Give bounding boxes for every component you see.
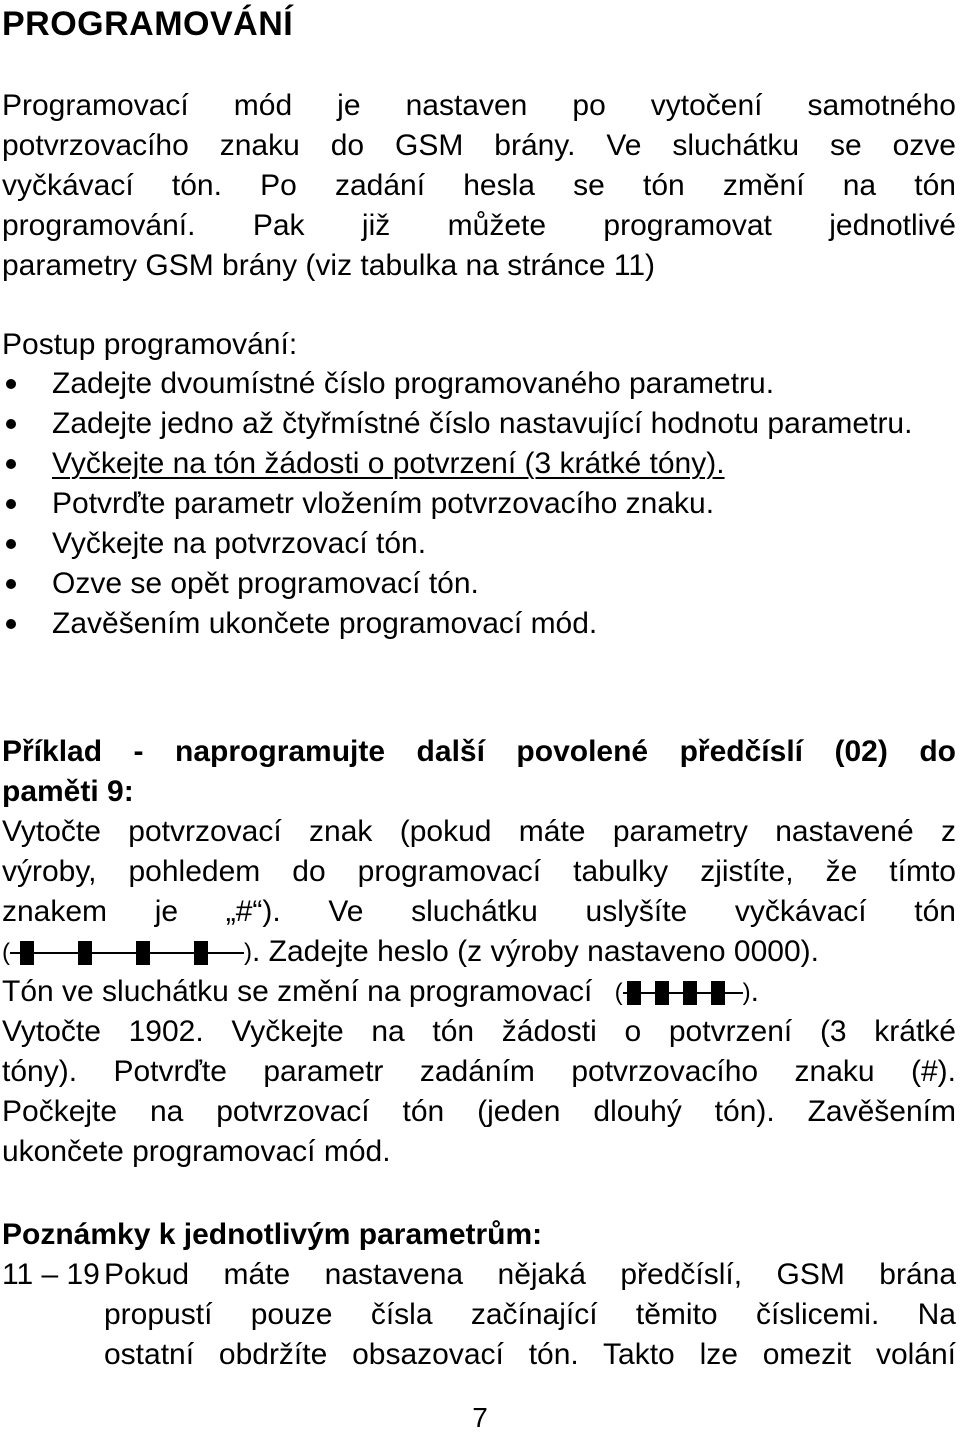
example-heading: paměti 9: — [2, 775, 134, 808]
programming-tone-symbol — [615, 978, 751, 1008]
note-line: propustí pouze čísla začínající těmito číslicemi. Na — [104, 1298, 956, 1331]
procedure-step-text: Vyčkejte na tón žádosti o potvrzení (3 krátké tóny). — [52, 447, 725, 480]
note-parameter-range: 11 – 19 — [2, 1258, 100, 1291]
tone-pulse — [655, 981, 669, 1005]
intro-line: Programovací mód je nastaven po vytočení samotného — [2, 89, 956, 122]
tone-line — [641, 992, 655, 994]
bullet-icon — [6, 459, 16, 469]
waiting-tone-symbol — [2, 938, 252, 968]
example-line: Počkejte na potvrzovací tón (jeden dlouhý tón). Zavěšením — [2, 1095, 956, 1128]
page-number: 7 — [472, 1402, 488, 1433]
notes-heading: Poznámky k jednotlivým parametrům: — [2, 1218, 543, 1251]
bullet-icon — [6, 539, 16, 549]
tone-pulse — [711, 981, 725, 1005]
note-line: Pokud máte nastavena nějaká předčíslí, GSM brána — [104, 1258, 956, 1291]
procedure-step-text: Potvrďte parametr vložením potvrzovacího znaku. — [52, 487, 715, 520]
example-text: Tón ve sluchátku se změní na programovací — [2, 975, 593, 1008]
intro-line: parametry GSM brány (viz tabulka na stránce 11) — [2, 249, 656, 282]
procedure-step — [0, 444, 940, 484]
page-title: PROGRAMOVÁNÍ — [2, 5, 294, 43]
procedure-step — [0, 484, 940, 524]
tone-line — [697, 992, 711, 994]
example-line: Vytočte potvrzovací znak (pokud máte parametry nastavené z — [2, 815, 956, 848]
procedure-step — [0, 604, 940, 644]
procedure-step-text: Ozve se opět programovací tón. — [52, 567, 479, 600]
procedure-step-text: Zadejte dvoumístné číslo programovaného parametru. — [52, 367, 775, 400]
example-line-with-tone — [2, 932, 956, 972]
example-line: tóny). Potvrďte parametr zadáním potvrzovacího znaku (#). — [2, 1055, 956, 1088]
procedure-step-text: Vyčkejte na potvrzovací tón. — [52, 527, 427, 560]
tone-line — [208, 952, 244, 954]
tone-pulse — [20, 941, 34, 965]
tone-pulse — [78, 941, 92, 965]
procedure-heading: Postup programování: — [2, 328, 298, 361]
procedure-step — [0, 364, 940, 404]
tone-pulse — [194, 941, 208, 965]
bullet-icon — [6, 499, 16, 509]
tone-pulse — [627, 981, 641, 1005]
notes-section — [2, 1215, 956, 1375]
example-text: . — [750, 975, 759, 1008]
procedure-step — [0, 564, 940, 604]
example-line-with-tone — [2, 972, 956, 1012]
bullet-icon — [6, 579, 16, 589]
tone-line — [34, 952, 78, 954]
example-text: . Zadejte heslo (z výroby nastaveno 0000). — [252, 935, 819, 968]
procedure-step — [0, 524, 940, 564]
example-heading: Příklad - naprogramujte další povolené předčíslí (02) do — [2, 735, 956, 768]
tone-pulse — [136, 941, 150, 965]
note-item — [2, 1255, 956, 1375]
tone-paren-open: ( — [2, 939, 10, 967]
bullet-icon — [6, 619, 16, 629]
bullet-icon — [6, 419, 16, 429]
intro-line: programování. Pak již můžete programovat jednotlivé — [2, 209, 956, 242]
intro-paragraph — [2, 86, 956, 286]
example-section — [2, 732, 956, 1172]
tone-paren-close: ) — [742, 979, 751, 1007]
example-line: Vytočte 1902. Vyčkejte na tón žádosti o potvrzení (3 krátké — [2, 1015, 956, 1048]
tone-line — [150, 952, 194, 954]
procedure-step — [0, 404, 940, 444]
example-line: znakem je „#“). Ve sluchátku uslyšíte vyčkávací tón — [2, 895, 956, 928]
tone-line — [669, 992, 683, 994]
tone-paren-close: ) — [244, 939, 252, 967]
tone-line — [10, 952, 20, 954]
example-line: výroby, pohledem do programovací tabulky zjistíte, že tímto — [2, 855, 956, 888]
example-line: ukončete programovací mód. — [2, 1135, 391, 1168]
tone-pulse — [683, 981, 697, 1005]
procedure-steps-list — [0, 364, 940, 644]
note-line: ostatní obdržíte obsazovací tón. Takto lze omezit volání — [104, 1338, 956, 1371]
tone-paren-open: ( — [614, 979, 623, 1007]
intro-line: vyčkávací tón. Po zadání hesla se tón změní na tón — [2, 169, 956, 202]
tone-line — [725, 992, 743, 994]
bullet-icon — [6, 379, 16, 389]
tone-line — [92, 952, 136, 954]
procedure-step-text: Zadejte jedno až čtyřmístné číslo nastavující hodnotu parametru. — [52, 407, 913, 440]
intro-line: potvrzovacího znaku do GSM brány. Ve sluchátku se ozve — [2, 129, 956, 162]
procedure-step-text: Zavěšením ukončete programovací mód. — [52, 607, 598, 640]
